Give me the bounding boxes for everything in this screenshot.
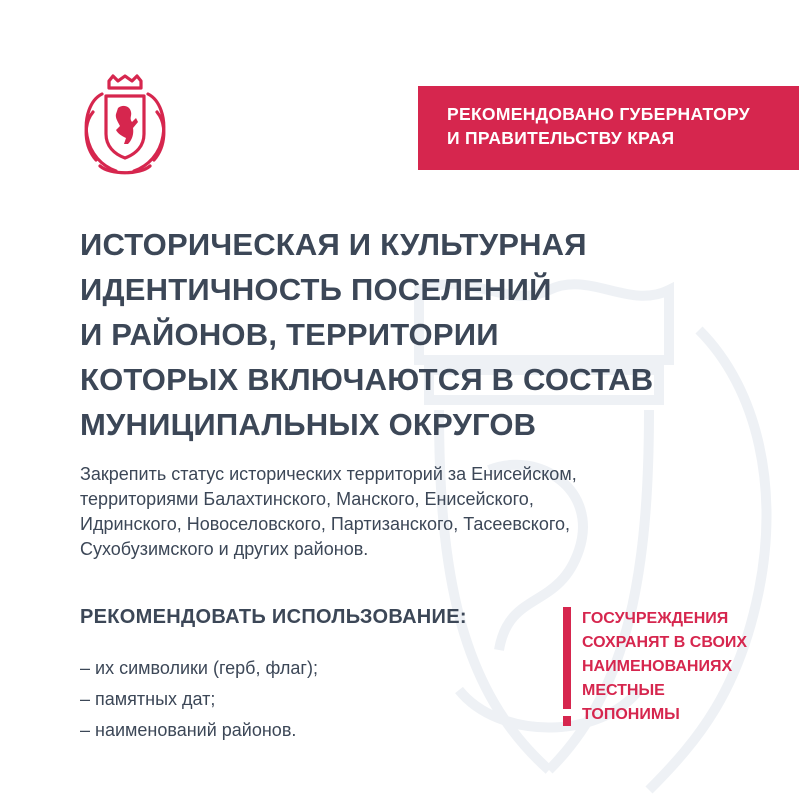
krasnoyarsk-coat-of-arms-icon — [80, 74, 170, 178]
banner-line: И ПРАВИТЕЛЬСТВУ КРАЯ — [447, 128, 675, 148]
title-line: ИДЕНТИЧНОСТЬ ПОСЕЛЕНИЙ — [80, 272, 552, 307]
list-item: – наименований районов. — [80, 720, 297, 740]
description-line: Закрепить статус исторических территорий за Енисейском, — [80, 464, 577, 484]
title-line: КОТОРЫХ ВКЛЮЧАЮТСЯ В СОСТАВ — [80, 362, 654, 397]
callout-text — [582, 607, 747, 727]
title-line: И РАЙОНОВ, ТЕРРИТОРИИ — [80, 317, 499, 352]
recommendation-banner — [418, 86, 799, 170]
description-line: Сухобузимского и других районов. — [80, 539, 369, 559]
callout-line: МЕСТНЫЕ — [582, 682, 665, 699]
banner-line: РЕКОМЕНДОВАНО ГУБЕРНАТОРУ — [447, 104, 750, 124]
callout-accent-bar — [563, 607, 571, 709]
recommend-heading: РЕКОМЕНДОВАТЬ ИСПОЛЬЗОВАНИЕ: — [80, 606, 467, 628]
callout-line: ТОПОНИМЫ — [582, 706, 680, 723]
recommend-list — [80, 653, 318, 746]
description-line: территориями Балахтинского, Манского, Енисейского, — [80, 489, 534, 509]
page-title — [80, 222, 653, 447]
description-paragraph — [80, 462, 577, 562]
callout-line: ГОСУЧРЕЖДЕНИЯ — [582, 610, 729, 627]
list-item: – их символики (герб, флаг); — [80, 658, 318, 678]
title-line: МУНИЦИПАЛЬНЫХ ОКРУГОВ — [80, 407, 537, 442]
description-line: Идринского, Новоселовского, Партизанского, Тасеевского, — [80, 514, 571, 534]
title-line: ИСТОРИЧЕСКАЯ И КУЛЬТУРНАЯ — [80, 227, 587, 262]
callout-accent-dot — [563, 716, 571, 726]
list-item: – памятных дат; — [80, 689, 216, 709]
callout-line: СОХРАНЯТ В СВОИХ — [582, 634, 748, 651]
callout-line: НАИМЕНОВАНИЯХ — [582, 658, 733, 675]
